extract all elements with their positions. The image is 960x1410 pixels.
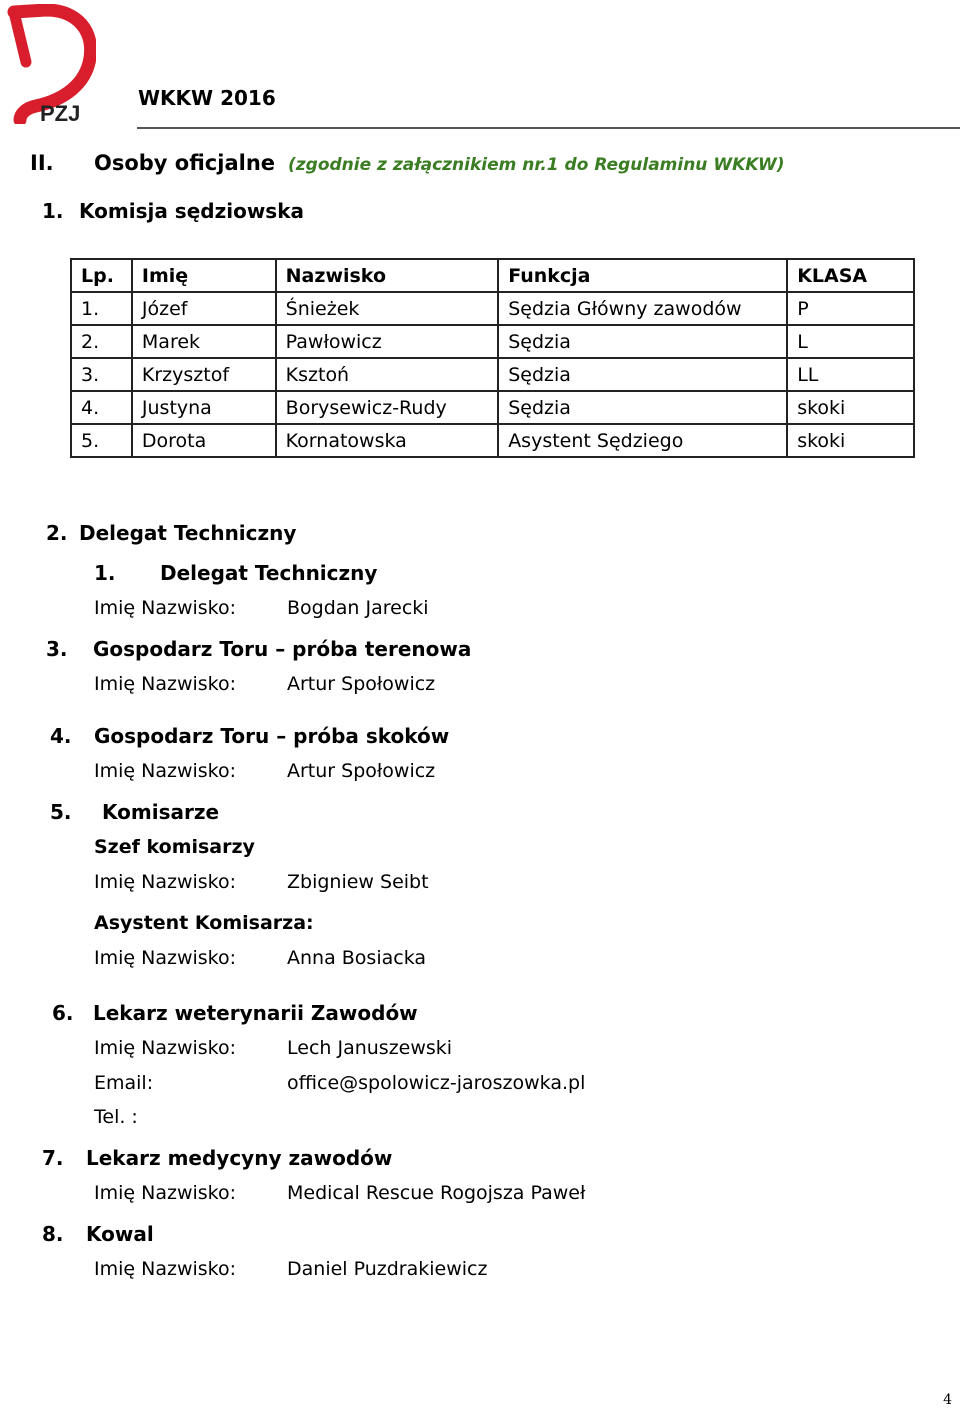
svg-text:PZJ: PZJ — [40, 101, 81, 124]
chief-steward-title: Szef komisarzy — [94, 836, 255, 858]
table-header-row — [71, 259, 914, 292]
cell-first-name: Justyna — [132, 391, 276, 424]
cell-last-name: Ksztoń — [276, 358, 499, 391]
cell-first-name: Dorota — [132, 424, 276, 457]
farrier-title: Kowal — [86, 1222, 154, 1246]
col-header-class: KLASA — [787, 259, 914, 292]
table-row — [71, 292, 914, 325]
cd-jump-title: Gospodarz Toru – próba skoków — [94, 724, 450, 748]
cell-class: L — [787, 325, 914, 358]
cell-last-name: Kornatowska — [276, 424, 499, 457]
cell-class: LL — [787, 358, 914, 391]
cell-class: P — [787, 292, 914, 325]
col-header-lp: Lp. — [71, 259, 132, 292]
cell-class: skoki — [787, 424, 914, 457]
cd-terrain-title: Gospodarz Toru – próba terenowa — [93, 637, 472, 661]
table-row — [71, 358, 914, 391]
td-number: 2. — [46, 521, 68, 545]
vet-email-label: Email: — [94, 1072, 154, 1094]
pzj-logo — [6, 4, 96, 124]
cd-jump-name: Artur Społowicz — [287, 760, 436, 782]
td-name-label: Imię Nazwisko: — [94, 597, 237, 619]
cell-first-name: Marek — [132, 325, 276, 358]
cell-lp: 2. — [71, 325, 132, 358]
vet-name: Lech Januszewski — [287, 1037, 453, 1059]
cell-function: Asystent Sędziego — [498, 424, 787, 457]
cd-terrain-name: Artur Społowicz — [287, 673, 436, 695]
table-row — [71, 424, 914, 457]
jury-number: 1. — [42, 199, 64, 223]
chief-steward-name: Zbigniew Seibt — [287, 871, 429, 893]
medic-title: Lekarz medycyny zawodów — [86, 1146, 393, 1170]
cell-last-name: Pawłowicz — [276, 325, 499, 358]
vet-number: 6. — [52, 1001, 74, 1025]
cd-jump-number: 4. — [50, 724, 72, 748]
assistant-steward-title: Asystent Komisarza: — [94, 912, 314, 934]
cell-function: Sędzia Główny zawodów — [498, 292, 787, 325]
stewards-title: Komisarze — [102, 800, 220, 824]
cell-last-name: Borysewicz-Rudy — [276, 391, 499, 424]
farrier-name-label: Imię Nazwisko: — [94, 1258, 237, 1280]
td-title: Delegat Techniczny — [79, 521, 297, 545]
stewards-number: 5. — [50, 800, 72, 824]
cell-first-name: Krzysztof — [132, 358, 276, 391]
farrier-number: 8. — [42, 1222, 64, 1246]
medic-name-label: Imię Nazwisko: — [94, 1182, 237, 1204]
vet-phone-label: Tel. : — [94, 1106, 138, 1128]
td-sub-title: Delegat Techniczny — [160, 561, 378, 585]
document-title: WKKW 2016 — [138, 86, 276, 110]
col-header-first-name: Imię — [132, 259, 276, 292]
cell-function: Sędzia — [498, 325, 787, 358]
cell-function: Sędzia — [498, 358, 787, 391]
farrier-name: Daniel Puzdrakiewicz — [287, 1258, 488, 1280]
col-header-function: Funkcja — [498, 259, 787, 292]
vet-name-label: Imię Nazwisko: — [94, 1037, 237, 1059]
cell-lp: 3. — [71, 358, 132, 391]
cell-first-name: Józef — [132, 292, 276, 325]
assistant-steward-name-label: Imię Nazwisko: — [94, 947, 237, 969]
jury-title: Komisja sędziowska — [79, 199, 304, 223]
cell-last-name: Śnieżek — [276, 292, 499, 325]
cd-terrain-name-label: Imię Nazwisko: — [94, 673, 237, 695]
td-name: Bogdan Jarecki — [287, 597, 429, 619]
cell-lp: 1. — [71, 292, 132, 325]
cell-function: Sędzia — [498, 391, 787, 424]
medic-name: Medical Rescue Rogojsza Paweł — [287, 1182, 586, 1204]
col-header-last-name: Nazwisko — [276, 259, 499, 292]
jury-table — [70, 258, 915, 458]
section-note: (zgodnie z załącznikiem nr.1 do Regulaminu WKKW) — [288, 155, 785, 175]
table-row — [71, 325, 914, 358]
table-row — [71, 391, 914, 424]
section-title: Osoby oficjalne — [94, 151, 276, 175]
assistant-steward-name: Anna Bosiacka — [287, 947, 427, 969]
header-divider — [137, 127, 960, 129]
cd-jump-name-label: Imię Nazwisko: — [94, 760, 237, 782]
medic-number: 7. — [42, 1146, 64, 1170]
page-number: 4 — [943, 1392, 952, 1408]
chief-steward-name-label: Imię Nazwisko: — [94, 871, 237, 893]
td-sub-number: 1. — [94, 561, 116, 585]
cd-terrain-number: 3. — [46, 637, 68, 661]
cell-class: skoki — [787, 391, 914, 424]
vet-email: office@spolowicz-jaroszowka.pl — [287, 1072, 586, 1094]
vet-title: Lekarz weterynarii Zawodów — [93, 1001, 418, 1025]
cell-lp: 4. — [71, 391, 132, 424]
section-number: II. — [30, 151, 54, 175]
cell-lp: 5. — [71, 424, 132, 457]
